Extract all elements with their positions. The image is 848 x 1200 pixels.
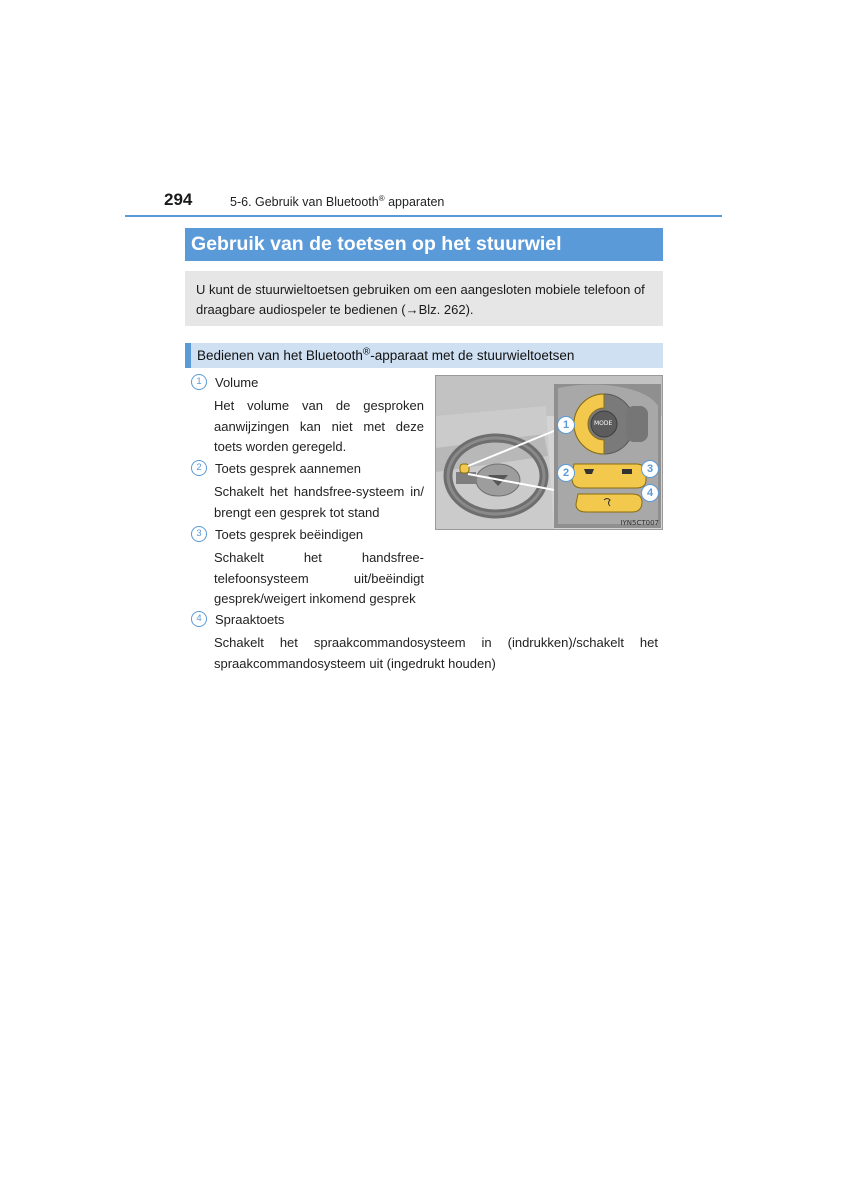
number-badge-2: 2 [191,460,207,476]
page-header [0,0,848,220]
item-description: Schakelt het handsfree-systeem in/ brengt een gesprek tot stand [214,484,424,520]
figure-callout-3: 3 [641,460,659,478]
list-item-volume [191,372,431,458]
intro-box: U kunt de stuurwieltoetsen gebruiken om een aangesloten mobiele telefoon of draagbare audiospeler te bedienen (→Blz. 262). [185,271,663,326]
item-description: Het volume van de gesproken aanwijzingen kan niet met deze toets worden geregeld. [214,398,424,454]
item-description: Schakelt het handsfree-telefoonsysteem uit/beëindigt gesprek/weigert inkomend gesprek [214,550,424,606]
steering-switch-illustration [435,375,663,530]
subheading [185,343,663,368]
item-label: Spraaktoets [215,611,285,627]
subheading-suffix: -apparaat met de stuurwieltoetsen [370,348,575,363]
item-label: Toets gesprek beëindigen [215,526,364,542]
section-path [230,194,444,209]
figure-callout-4: 4 [641,484,659,502]
mode-button-label: MODE [594,420,613,427]
item-label: Toets gesprek aannemen [215,460,361,476]
figure-callout-2: 2 [557,464,575,482]
number-badge-4: 4 [191,611,207,627]
page-number: 294 [164,190,193,209]
figure-code: IYN5CT007 [620,519,659,527]
item-description: Schakelt het spraakcommandosysteem in (indrukken)/schakelt het spraakcommandosysteem uit (ingedrukt houden) [214,635,658,671]
number-badge-1: 1 [191,374,207,390]
registered-mark: ® [378,194,385,203]
item-label: Volume [215,374,259,390]
section-path-prefix: 5-6. Gebruik van Bluetooth [230,195,379,210]
steering-wheel-drawing [436,376,663,530]
subheading-registered-mark: ® [362,346,371,358]
figure-callout-1: 1 [557,416,575,434]
list-item-voice [191,609,661,674]
section-path-suffix: apparaten [384,195,445,210]
list-item-answer-call [191,458,431,523]
subheading-prefix: Bedienen van het Bluetooth [197,348,363,363]
number-badge-3: 3 [191,526,207,542]
list-item-end-call [191,524,431,610]
section-title: Gebruik van de toetsen op het stuurwiel [185,228,663,261]
header-rule [125,215,722,217]
